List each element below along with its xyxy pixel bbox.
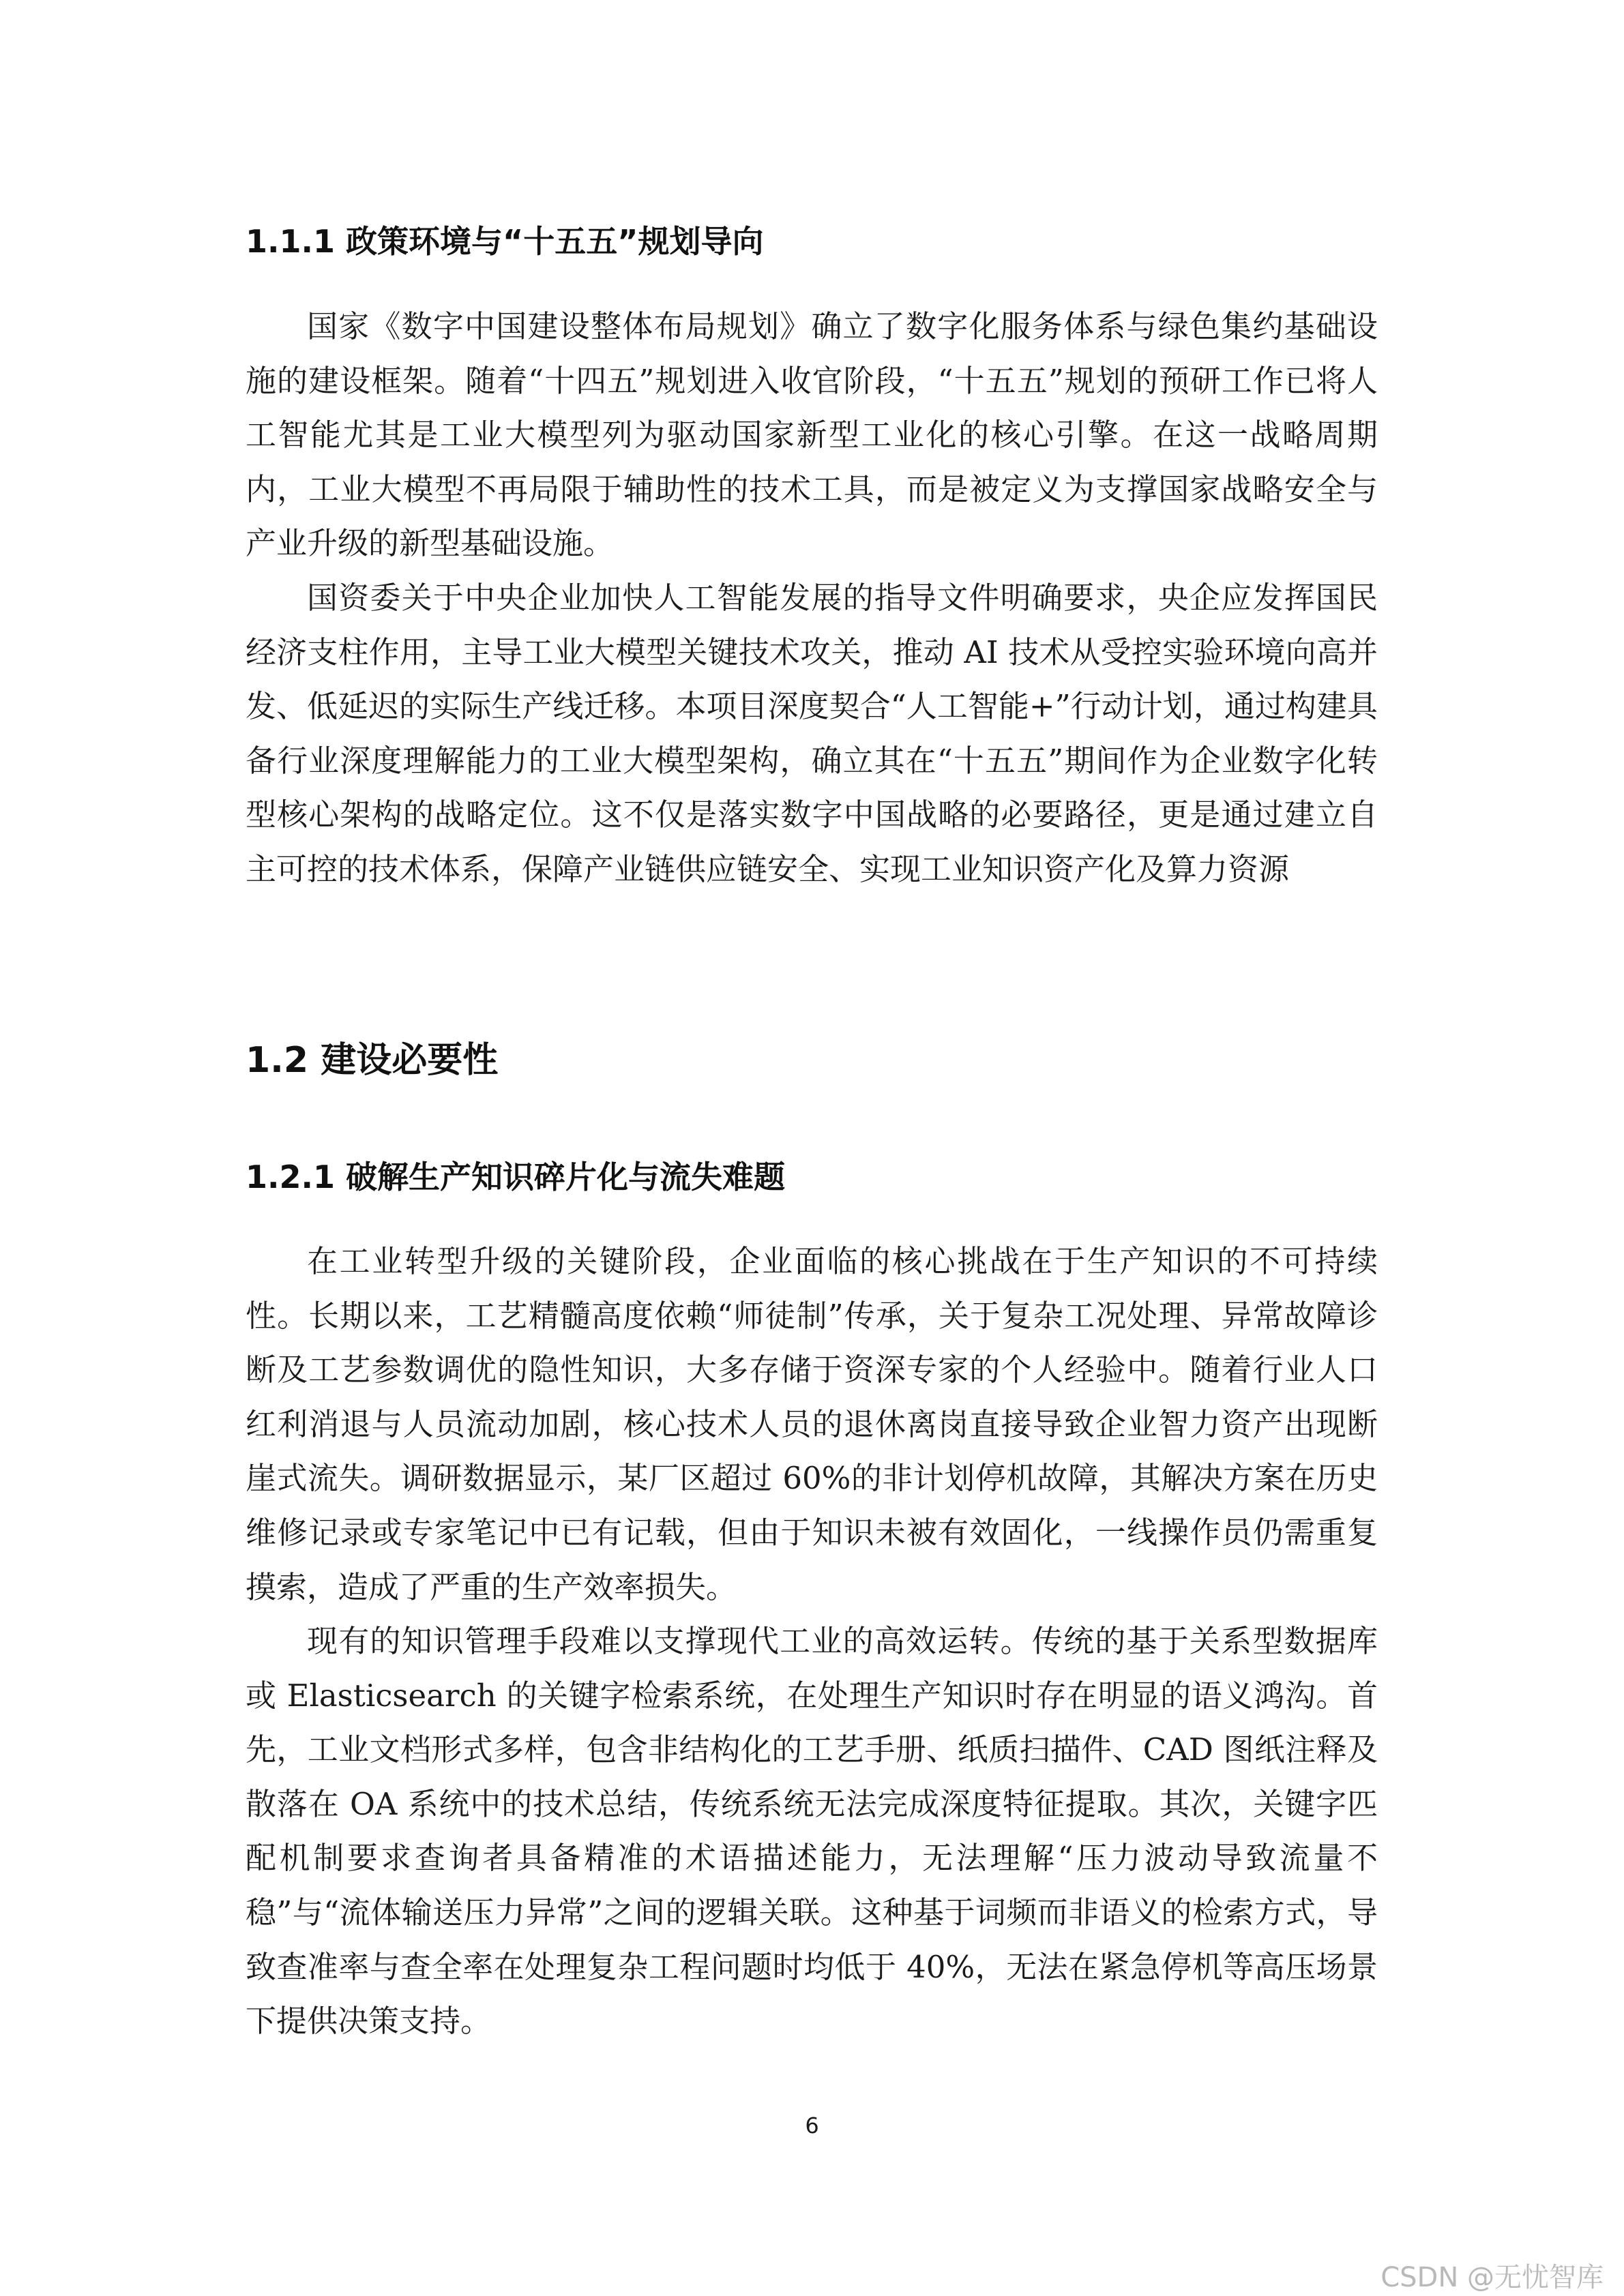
paragraph-sasac-guidance: 国资委关于中央企业加快人工智能发展的指导文件明确要求，央企应发挥国民经济支柱作用，主导工业大模型关键技术攻关，推动 AI 技术从受控实验环境向高并发、低延迟的实际生产线迁移。本项目深度契合“人工智能+”行动计划，通过构建具备行业深度理解能力的工业大模型架构，确立其在“十五五”期间作为企业数字化转型核心架构的战略定位。这不仅是落实数字中国战略的必要路径，更是通过建立自主可控的技术体系，保障产业链供应链安全、实现工业知识资产化及算力资源 [246, 580, 1378, 887]
watermark: CSDN @无忧智库 [1381, 2262, 1604, 2293]
section-heading-1-2-1: 1.2.1 破解生产知识碎片化与流失难题 [246, 1159, 785, 1195]
section-heading-1-2: 1.2 建设必要性 [246, 1040, 499, 1081]
section-heading-1-1-1: 1.1.1 政策环境与“十五五”规划导向 [246, 223, 764, 260]
paragraph-knowledge-loss: 在工业转型升级的关键阶段，企业面临的核心挑战在于生产知识的不可持续性。长期以来，工艺精髓高度依赖“师徒制”传承，关于复杂工况处理、异常故障诊断及工艺参数调优的隐性知识，大多存储于资深专家的个人经验中。随着行业人口红利消退与人员流动加剧，核心技术人员的退休离岗直接导致企业智力资产出现断崖式流失。调研数据显示，某厂区超过 60%的非计划停机故障，其解决方案在历史维修记录或专家笔记中已有记载，但由于知识未被有效固化，一线操作员仍需重复摸索，造成了严重的生产效率损失。 [246, 1243, 1378, 1605]
paragraph-knowledge-management: 现有的知识管理手段难以支撑现代工业的高效运转。传统的基于关系型数据库或 Elasticsearch 的关键字检索系统，在处理生产知识时存在明显的语义鸿沟。首先，工业文档形式多样，包含非结构化的工艺手册、纸质扫描件、CAD 图纸注释及散落在 OA 系统中的技术总结，传统系统无法完成深度特征提取。其次，关键字匹配机制要求查询者具备精准的术语描述能力，无法理解“压力波动导致流量不稳”与“流体输送压力异常”之间的逻辑关联。这种基于词频而非语义的检索方式，导致查准率与查全率在处理复杂工程问题时均低于 40%，无法在紧急停机等高压场景下提供决策支持。 [246, 1623, 1378, 2040]
paragraph-policy-framework: 国家《数字中国建设整体布局规划》确立了数字化服务体系与绿色集约基础设施的建设框架。随着“十四五”规划进入收官阶段，“十五五”规划的预研工作已将人工智能尤其是工业大模型列为驱动国家新型工业化的核心引擎。在这一战略周期内，工业大模型不再局限于辅助性的技术工具，而是被定义为支撑国家战略安全与产业升级的新型基础设施。 [246, 308, 1378, 562]
page-number: 6 [805, 2113, 819, 2138]
